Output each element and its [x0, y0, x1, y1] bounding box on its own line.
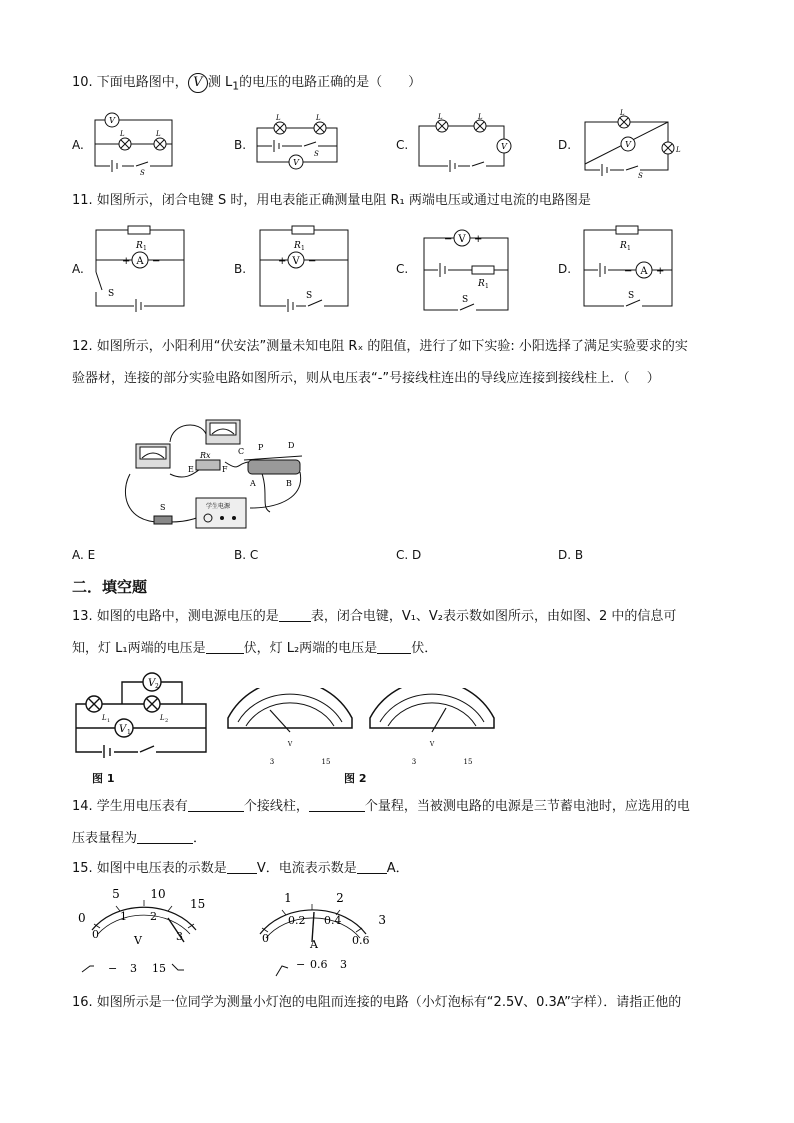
svg-text:3: 3 [378, 913, 386, 927]
svg-text:+: + [656, 266, 665, 277]
q14-blank-1[interactable] [188, 797, 244, 812]
voltmeter-symbol: V [188, 73, 208, 93]
q15-voltmeter [72, 884, 212, 980]
svg-text:+: + [278, 256, 287, 267]
svg-text:R: R [478, 279, 485, 289]
svg-text:S: S [314, 150, 319, 158]
svg-text:1: 1 [627, 245, 631, 252]
q12-option-a[interactable]: A. E [72, 548, 96, 562]
q11-option-b[interactable]: B. [234, 262, 247, 276]
svg-text:B: B [286, 479, 292, 488]
svg-text:1: 1 [143, 245, 147, 252]
svg-text:−: − [152, 256, 161, 267]
svg-text:V: V [501, 142, 507, 151]
q13-figure-1 [72, 668, 212, 758]
svg-text:E: E [188, 465, 194, 474]
q11-circuit-d [580, 222, 680, 312]
q15-blank-2[interactable] [357, 859, 387, 874]
svg-text:+: + [474, 234, 483, 245]
q13-blank-3[interactable] [377, 639, 411, 654]
svg-text:5: 5 [112, 887, 120, 901]
svg-text:2: 2 [150, 910, 157, 923]
svg-text:V: V [292, 256, 300, 267]
svg-text:−: − [624, 266, 633, 277]
svg-text:3: 3 [130, 962, 137, 975]
svg-text:V: V [293, 158, 299, 167]
svg-text:15: 15 [463, 758, 473, 766]
svg-text:V: V [119, 724, 127, 735]
svg-text:2: 2 [336, 891, 344, 905]
q11-option-a[interactable]: A. [72, 262, 84, 276]
svg-text:Rx: Rx [200, 451, 211, 460]
svg-text:10: 10 [150, 887, 166, 901]
svg-text:0: 0 [262, 932, 269, 945]
svg-text:+: + [122, 256, 131, 267]
svg-text:1: 1 [485, 283, 489, 290]
svg-text:V: V [287, 741, 293, 748]
q12-option-c[interactable]: C. D [396, 548, 422, 562]
svg-text:F: F [222, 465, 228, 474]
q12-option-d[interactable]: D. B [558, 548, 584, 562]
q15-ammeter [236, 884, 392, 980]
svg-text:15: 15 [152, 962, 166, 975]
svg-text:V: V [625, 140, 631, 149]
svg-text:S: S [638, 172, 643, 180]
svg-text:L: L [102, 714, 107, 722]
q13-blank-1[interactable] [279, 607, 311, 622]
question-11: 11. 如图所示，闭合电键 S 时，用电表能正确测量电阻 R₁ 两端电压或通过电流的电路图是 [72, 193, 591, 208]
q12-option-b[interactable]: B. C [234, 548, 259, 562]
svg-text:15: 15 [190, 897, 206, 911]
q10-option-d[interactable]: D. [558, 138, 572, 152]
svg-text:A: A [136, 256, 144, 267]
q11-circuit-a [92, 222, 192, 312]
q15-blank-1[interactable] [227, 859, 257, 874]
svg-text:15: 15 [321, 758, 331, 766]
svg-text:L: L [438, 113, 443, 121]
svg-text:V: V [429, 741, 435, 748]
question-13: 13. 如图的电路中，测电源电压的是 表，闭合电键，V₁、V₂表示数如图所示，由如图、2 中的信息可 知，灯 L₁两端的电压是 伏，灯 L₂两端的电压是 伏． [72, 609, 677, 656]
svg-text:R: R [294, 241, 301, 251]
q10-option-b[interactable]: B. [234, 138, 247, 152]
q10-circuit-b [252, 112, 347, 177]
q12-apparatus [110, 412, 320, 537]
q10-option-c[interactable]: C. [396, 138, 409, 152]
svg-text:3: 3 [269, 758, 275, 766]
svg-text:V: V [148, 678, 156, 689]
svg-text:R: R [620, 241, 627, 251]
svg-text:−: − [444, 234, 453, 245]
svg-text:L: L [316, 114, 321, 122]
svg-text:P: P [258, 443, 264, 452]
svg-text:L: L [156, 130, 161, 138]
svg-text:−: − [296, 958, 306, 971]
svg-text:L: L [676, 146, 681, 154]
svg-text:V: V [134, 934, 142, 947]
svg-text:S: S [108, 289, 115, 299]
question-10: 10. 下面电路图中， V 测 $L_1$的电压的电路正确的是（ ） [72, 75, 422, 93]
q10-circuit-c [414, 112, 514, 177]
svg-text:1: 1 [127, 729, 131, 736]
svg-text:1: 1 [301, 245, 305, 252]
svg-text:R: R [136, 241, 143, 251]
svg-text:1: 1 [120, 910, 127, 923]
svg-text:0.4: 0.4 [324, 914, 342, 927]
q11-option-c[interactable]: C. [396, 262, 409, 276]
svg-text:A: A [640, 266, 648, 277]
svg-text:2: 2 [155, 683, 159, 690]
svg-text:C: C [238, 447, 245, 456]
q13-figure-2 [222, 688, 498, 768]
svg-text:−: − [308, 256, 317, 267]
svg-text:V: V [109, 116, 115, 125]
svg-text:S: S [462, 295, 469, 305]
svg-text:0.6: 0.6 [352, 934, 370, 947]
svg-text:2: 2 [165, 718, 169, 724]
svg-text:学生电源: 学生电源 [206, 503, 231, 510]
q11-circuit-b [256, 222, 356, 312]
q10-circuit-a [90, 108, 185, 178]
svg-text:S: S [306, 291, 313, 301]
svg-text:0: 0 [78, 911, 86, 925]
q13-fig1-caption: 图 1 [92, 772, 115, 785]
svg-text:−: − [108, 962, 118, 975]
svg-text:0.6: 0.6 [310, 958, 328, 971]
svg-text:L: L [478, 113, 483, 121]
section-heading: 二．填空题 [72, 578, 148, 596]
svg-text:A: A [250, 479, 256, 488]
q14-blank-3[interactable] [137, 829, 193, 844]
q13-blank-2[interactable] [206, 639, 244, 654]
svg-text:0: 0 [92, 928, 99, 941]
question-14: 14. 学生用电压表有 个接线柱， 个量程，当被测电路的电源是三节蓄电池时，应选用的电 压表量程为 ． [72, 799, 690, 846]
question-16: 16. 如图所示是一位同学为测量小灯泡的电阻而连接的电路（小灯泡标有“2.5V、0.3A”字样）．请指正他的 [72, 995, 682, 1010]
svg-text:3: 3 [340, 958, 347, 971]
q10-circuit-d [580, 108, 692, 180]
q11-circuit-c [418, 220, 518, 315]
svg-text:V: V [458, 234, 466, 245]
svg-text:L: L [120, 130, 125, 138]
svg-text:D: D [288, 441, 295, 450]
q10-option-a[interactable]: A. [72, 138, 84, 152]
svg-text:0.2: 0.2 [288, 914, 306, 927]
svg-text:1: 1 [107, 718, 111, 724]
svg-text:S: S [628, 291, 635, 301]
svg-text:3: 3 [411, 758, 417, 766]
svg-text:L: L [276, 114, 281, 122]
q11-option-d[interactable]: D. [558, 262, 572, 276]
svg-text:L: L [620, 109, 625, 117]
svg-text:1: 1 [284, 891, 292, 905]
question-15: 15. 如图中电压表的示数是 V．电流表示数是 A． [72, 861, 409, 876]
question-12: 12. 如图所示，小阳利用“伏安法”测量未知电阻 Rₓ 的阻值，进行了如下实验: 小阳选择了满足实验要求的实 验器材，连接的部分实验电路如图所示，则从电压表“-”号接线柱连出的导线应连接到接线柱上．（ ） [72, 339, 688, 386]
svg-text:A: A [310, 938, 318, 951]
svg-text:L: L [160, 714, 165, 722]
q13-fig2-caption: 图 2 [344, 772, 367, 785]
svg-text:3: 3 [176, 930, 183, 943]
q14-blank-2[interactable] [309, 797, 365, 812]
svg-text:S: S [160, 503, 166, 512]
svg-text:S: S [140, 169, 145, 177]
